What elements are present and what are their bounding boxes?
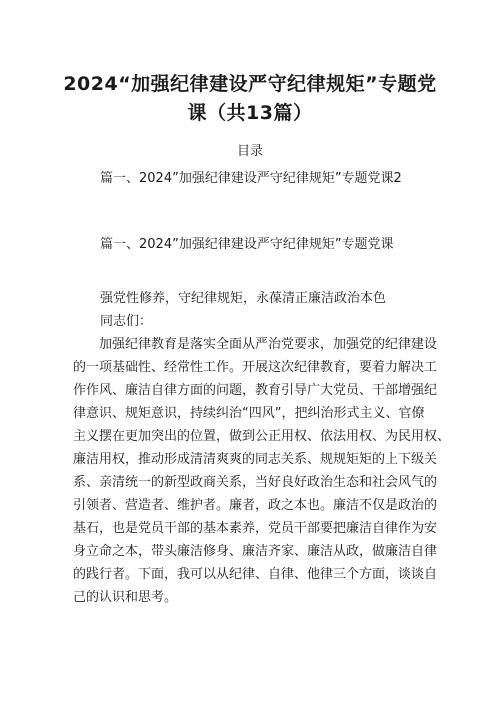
body-line: 引领者、营造者、维护者。廉者，政之本也。廉洁不仅是政治的 <box>73 498 438 513</box>
speech-subtitle: 强党性修养，守纪律规矩，永葆清正廉洁政治本色 <box>100 291 387 306</box>
body-line: 基石，也是党员干部的基本素养，党员干部要把廉洁自律作为安 <box>73 521 438 536</box>
body-line: 加强纪律教育是落实全面从严治党要求，加强党的纪律建设 <box>99 337 438 352</box>
salutation: 同志们： <box>100 314 153 329</box>
body-line: 的践行者。下面，我可以从纪律、自律、他律三个方面，谈谈自 <box>73 567 438 582</box>
section-heading: 篇一、2024”加强纪律建设严守纪律规矩”专题党课 <box>100 237 394 252</box>
body-line: 主义摆在更加突出的位置，做到公正用权、依法用权、为民用权、 <box>73 429 451 444</box>
body-line: 的一项基础性、经常性工作。开展这次纪律教育，要着力解决工 <box>73 360 438 375</box>
body-line: 己的认识和思考。 <box>73 590 178 605</box>
title-line-1: 2024“加强纪律建设严守纪律规矩”专题党 <box>63 73 437 95</box>
body-paragraph <box>73 333 451 609</box>
body-line: 作作风、廉洁自律方面的问题，教育引导广大党员、干部增强纪 <box>73 383 438 398</box>
body-line: 律意识、规矩意识，持续纠治“四风”，把纠治形式主义、官僚 <box>73 406 425 421</box>
document-title <box>60 70 440 128</box>
title-line-2: 课（共13篇） <box>187 102 313 124</box>
toc-heading: 目录 <box>236 144 263 159</box>
body-line: 廉洁用权，推动形成清清爽爽的同志关系、规规矩矩的上下级关 <box>73 452 438 467</box>
body-line: 身立命之本，带头廉洁修身、廉洁齐家、廉洁从政，做廉洁自律 <box>73 544 438 559</box>
body-line: 系、亲清统一的新型政商关系，当好良好政治生态和社会风气的 <box>73 475 438 490</box>
toc-entry-1: 篇一、2024”加强纪律建设严守纪律规矩”专题党课2 <box>100 171 402 186</box>
